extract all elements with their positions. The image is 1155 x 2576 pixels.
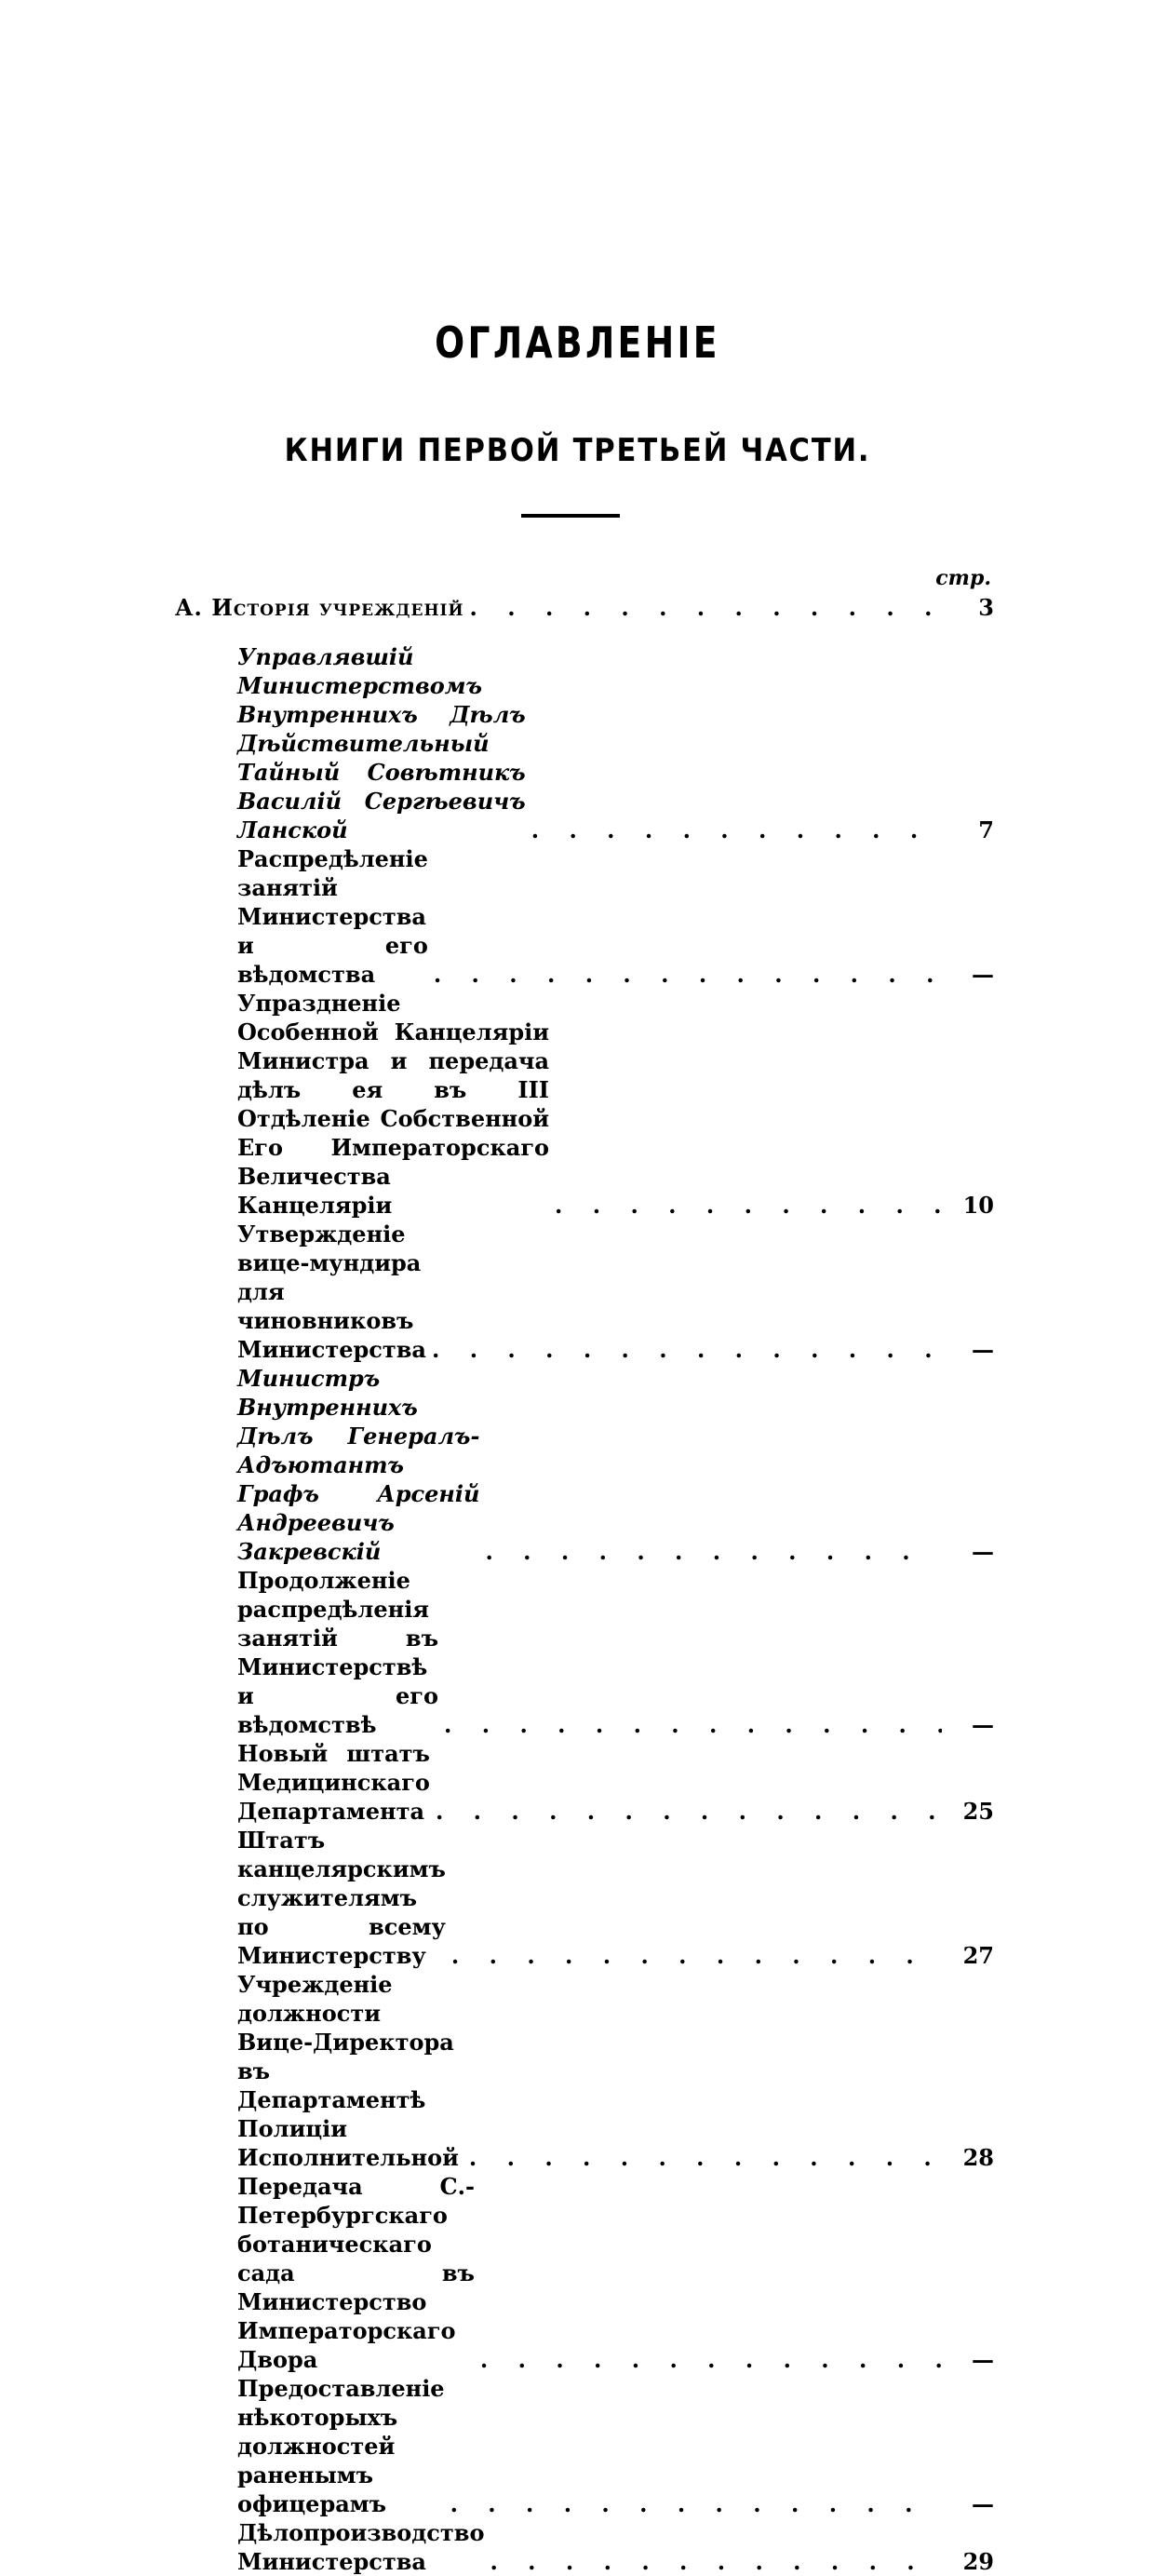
section-page-number: 3 (978, 594, 994, 621)
toc-entry (237, 1739, 994, 1826)
toc-entry (237, 1566, 994, 1739)
toc-entry (237, 642, 994, 844)
toc-entry-page: 28 (962, 2144, 994, 2171)
dot-leader (484, 2547, 942, 2576)
toc-entry-text: Предоставленіе нѣкоторыхъ должностей раненымъ офицерамъ (237, 2375, 445, 2517)
section-heading-row (175, 592, 994, 624)
toc-entry (237, 2374, 994, 2518)
toc-entry (237, 1826, 994, 1970)
toc-entry-text: Управлявшій Министерствомъ Внутреннихъ Дѣлъ Дѣйствительный Тайный Совѣтникъ Василій Сергѣевичъ Ланской (237, 643, 526, 843)
toc-entry-page: — (972, 961, 994, 988)
toc-entry-page: 10 (962, 1192, 994, 1219)
toc-entry-text: Министръ Внутреннихъ Дѣлъ Генералъ-Адъютантъ Графъ Арсеній Андреевичъ Закревскій (237, 1365, 480, 1565)
toc-entries (237, 642, 994, 2576)
toc-entry-page: 27 (962, 1942, 994, 1969)
toc-entry-text: Учрежденіе должности Вице-Директора въ Департаментѣ Полиціи Исполнительной (237, 1971, 459, 2171)
dot-leader (475, 2345, 942, 2374)
toc-entry-page: — (972, 1336, 994, 1363)
dot-leader (464, 592, 942, 624)
toc-entry-text: Дѣлопроизводство Министерства (237, 2519, 485, 2575)
dot-leader (428, 960, 942, 989)
toc-entry (237, 1364, 994, 1566)
toc-entry (237, 1970, 994, 2172)
dot-leader (463, 2143, 942, 2172)
dot-leader (549, 1191, 942, 1220)
page-column-label: стр. (935, 566, 991, 590)
toc-entry-page: — (972, 1711, 994, 1738)
toc-entry-text: Штатъ канцелярскимъ служителямъ по всему Министерству (237, 1827, 446, 1969)
toc-entry-text: Утвержденіе вице-мундира для чиновниковъ Министерства (237, 1221, 426, 1363)
section-heading: А. Исторія учрежденій (175, 594, 464, 621)
dot-leader (430, 1797, 942, 1826)
toc-entry-page: — (972, 2490, 994, 2517)
divider-rule (521, 514, 620, 518)
toc-entry (237, 2172, 994, 2374)
dot-leader (479, 1537, 942, 1566)
toc-entry-text: Распредѣленіе занятій Министерства и его вѣдомства (237, 845, 428, 988)
toc-entry (237, 989, 994, 1220)
toc-entry-page: 7 (978, 816, 994, 843)
toc-entry-page: 29 (962, 2548, 994, 2575)
toc-entry (237, 1220, 994, 1364)
toc-entry-text: Передача С.-Петербургскаго ботаническаго сада въ Министерство Императорскаго Двора (237, 2173, 475, 2373)
toc-entry-text: Упраздненіе Особенной Канцеляріи Министра и передача дѣлъ ея въ III Отдѣленіе Собственной Его Императорскаго Величества Канцеляріи (237, 990, 550, 1219)
toc-entry (237, 844, 994, 989)
page-title: ОГЛАВЛЕНІЕ (435, 317, 720, 368)
toc-entry-text: Новый штатъ Медицинскаго Департамента (237, 1740, 430, 1825)
dot-leader (526, 816, 942, 844)
toc-entry-text: Продолженіе распредѣленія занятій въ Министерствѣ и его вѣдомствѣ (237, 1567, 439, 1738)
dot-leader (445, 2489, 942, 2518)
dot-leader (426, 1335, 942, 1364)
page-subtitle: КНИГИ ПЕРВОЙ ТРЕТЬЕЙ ЧАСТИ. (284, 432, 871, 469)
toc-entry-page: — (972, 1538, 994, 1565)
toc-entry (237, 2518, 994, 2576)
dot-leader (446, 1941, 942, 1970)
toc-entry-page: — (972, 2346, 994, 2373)
toc-entry-page: 25 (962, 1798, 994, 1825)
dot-leader (438, 1710, 942, 1739)
